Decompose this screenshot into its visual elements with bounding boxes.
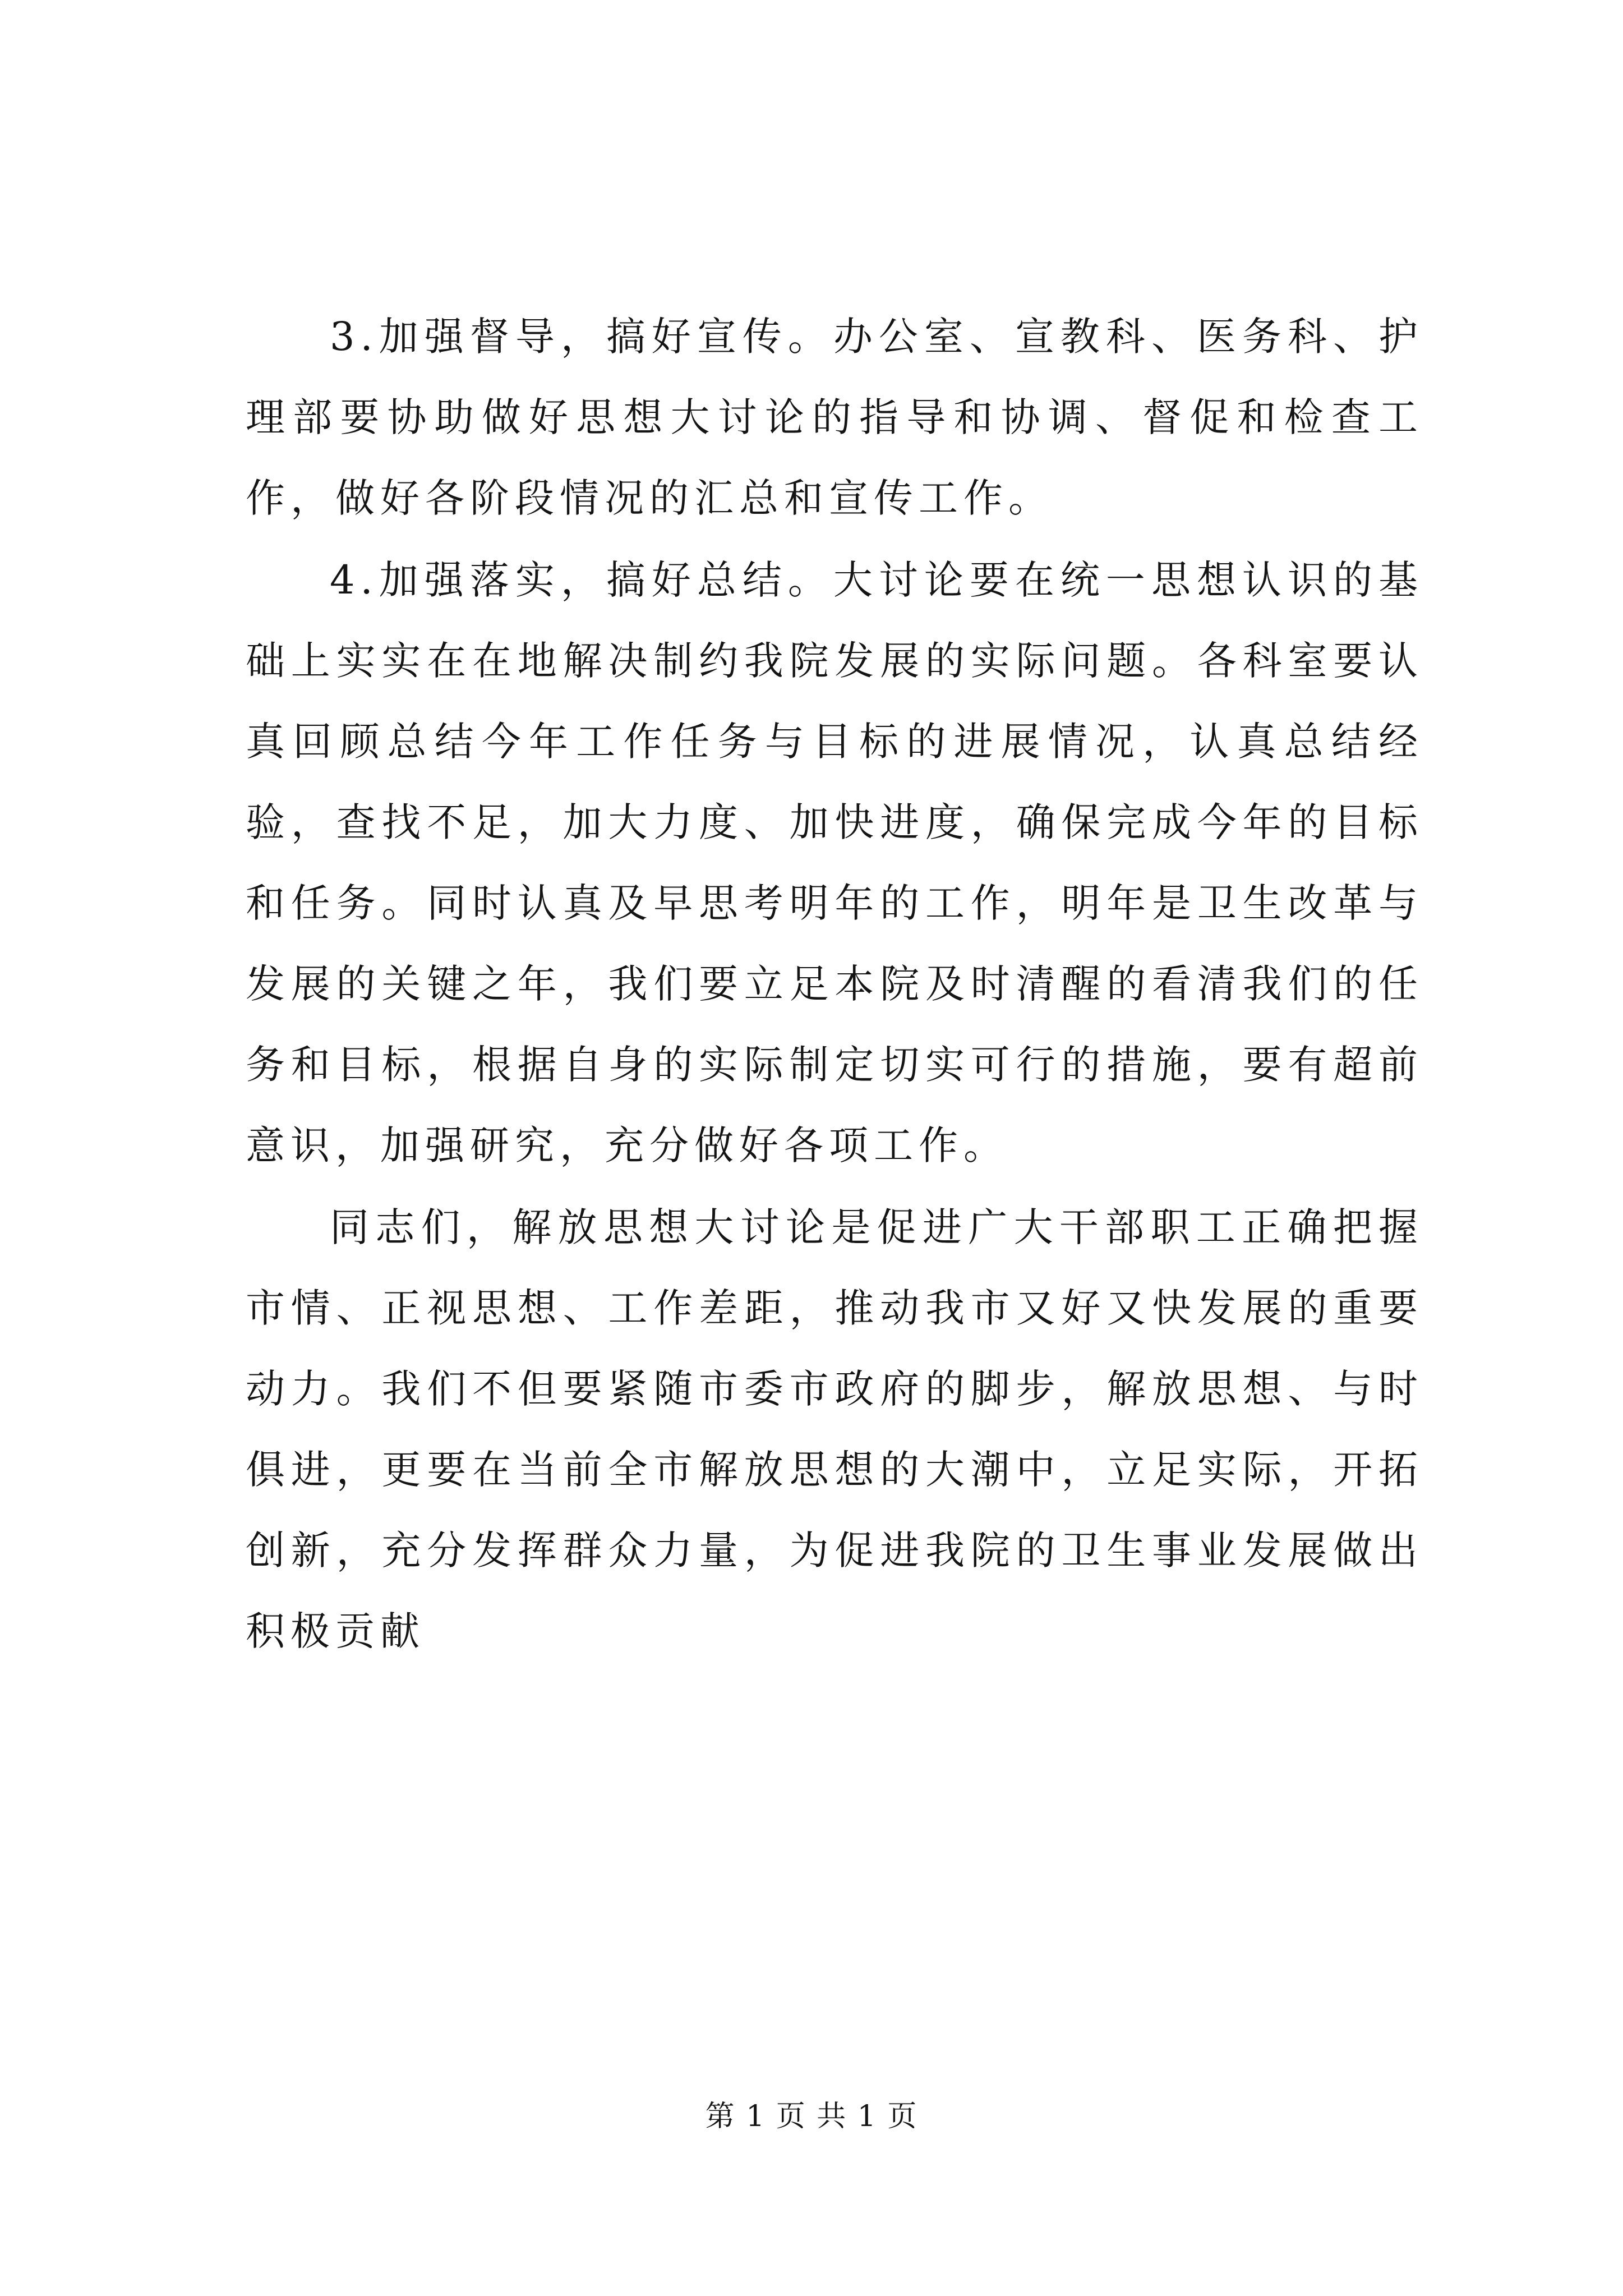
paragraph-supervision: 3.加强督导，搞好宣传。办公室、宣教科、医务科、护理部要协助做好思想大讨论的指导和协调、督促和检查工作，做好各阶段情况的汇总和宣传工作。	[246, 314, 1423, 521]
document-body	[246, 296, 1423, 1673]
paragraph-closing: 同志们，解放思想大讨论是促进广大干部职工正确把握市情、正视思想、工作差距，推动我市又好又快发展的重要动力。我们不但要紧随市委市政府的脚步，解放思想、与时俱进，更要在当前全市解放思想的大潮中，立足实际，开拓创新，充分发挥群众力量，为促进我院的卫生事业发展做出积极贡献	[246, 1204, 1423, 1654]
paragraph-implementation: 4.加强落实，搞好总结。大讨论要在统一思想认识的基础上实实在在地解决制约我院发展的实际问题。各科室要认真回顾总结今年工作任务与目标的进展情况，认真总结经验，查找不足，加大力度、加快进度，确保完成今年的目标和任务。同时认真及早思考明年的工作，明年是卫生改革与发展的关键之年，我们要立足本院及时清醒的看清我们的任务和目标，根据自身的实际制定切实可行的措施，要有超前意识，加强研究，充分做好各项工作。	[246, 557, 1423, 1168]
page-footer: 第 1 页 共 1 页	[705, 2100, 918, 2133]
